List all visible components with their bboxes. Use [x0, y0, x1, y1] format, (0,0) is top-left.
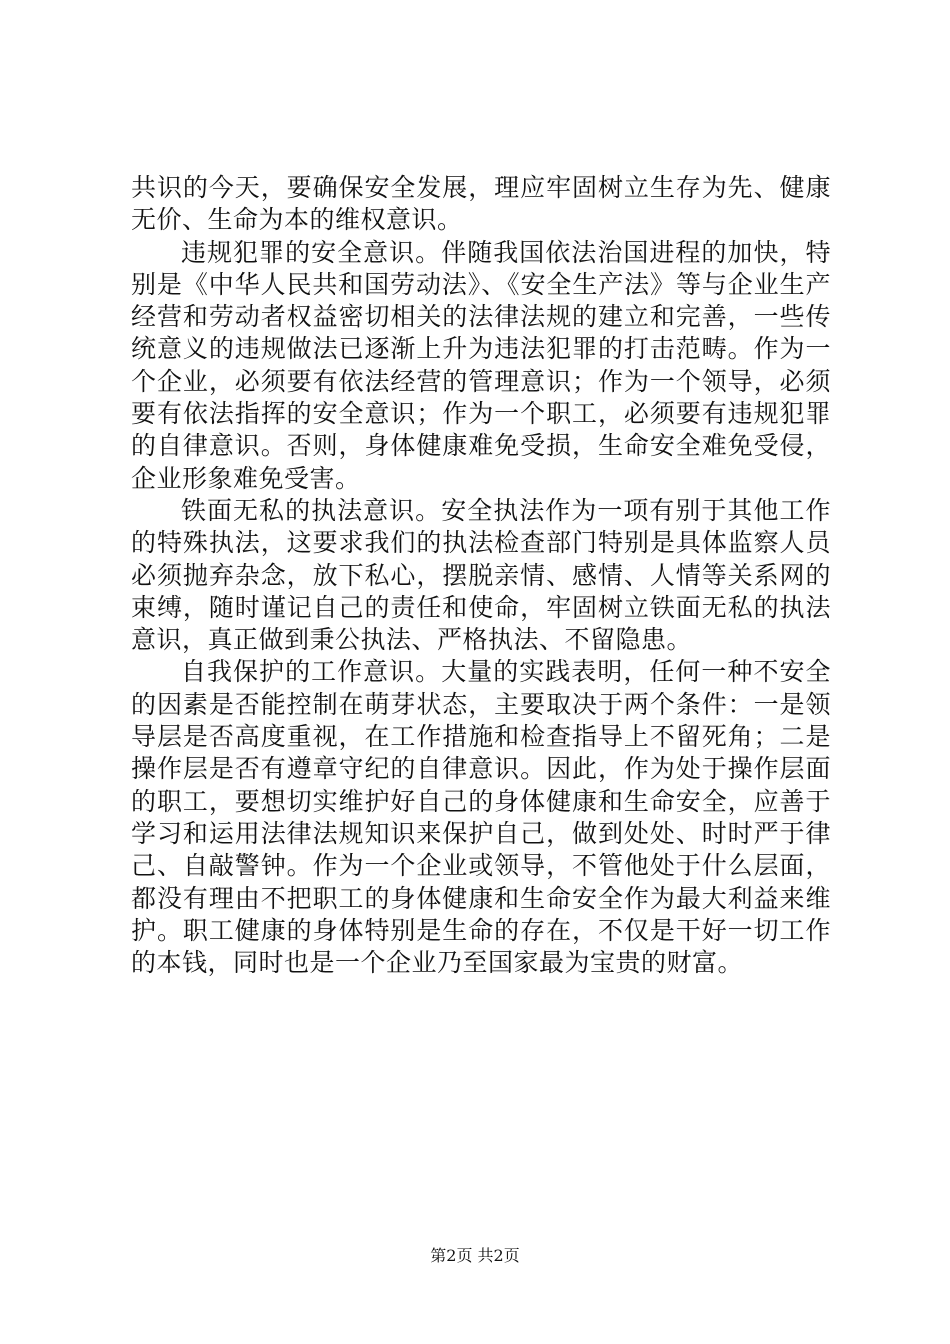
document-body — [131, 172, 831, 979]
paragraph-violation-awareness: 违规犯罪的安全意识。伴随我国依法治国进程的加快，特别是《中华人民共和国劳动法》、《安全生产法》等与企业生产经营和劳动者权益密切相关的法律法规的建立和完善，一些传统意义的违规做法已逐渐上升为违法犯罪的打击范畴。作为一个企业，必须要有依法经营的管理意识；作为一个领导，必须要有依法指挥的安全意识；作为一个职工，必须要有违规犯罪的自律意识。否则，身体健康难免受损，生命安全难免受侵，企业形象难免受害。 — [131, 237, 831, 493]
paragraph-self-protection-awareness: 自我保护的工作意识。大量的实践表明，任何一种不安全的因素是否能控制在萌芽状态，主要取决于两个条件：一是领导层是否高度重视，在工作措施和检查指导上不留死角；二是操作层是否有遵章守纪的自律意识。因此，作为处于操作层面的职工，要想切实维护好自己的身体健康和生命安全，应善于学习和运用法律法规知识来保护自己，做到处处、时时严于律己、自敲警钟。作为一个企业或领导，不管他处于什么层面，都没有理由不把职工的身体健康和生命安全作为最大利益来维护。职工健康的身体特别是生命的存在，不仅是干好一切工作的本钱，同时也是一个企业乃至国家最为宝贵的财富。 — [131, 657, 831, 978]
page-number-footer: 第2页 共2页 — [430, 1246, 520, 1265]
paragraph-law-enforcement-awareness: 铁面无私的执法意识。安全执法作为一项有别于其他工作的特殊执法，这要求我们的执法检查部门特别是具体监察人员必须抛弃杂念，放下私心，摆脱亲情、感情、人情等关系网的束缚，随时谨记自己的责任和使命，牢固树立铁面无私的执法意识，真正做到秉公执法、严格执法、不留隐患。 — [131, 495, 831, 655]
paragraph-continuation: 共识的今天，要确保安全发展，理应牢固树立生存为先、健康无价、生命为本的维权意识。 — [131, 173, 831, 235]
